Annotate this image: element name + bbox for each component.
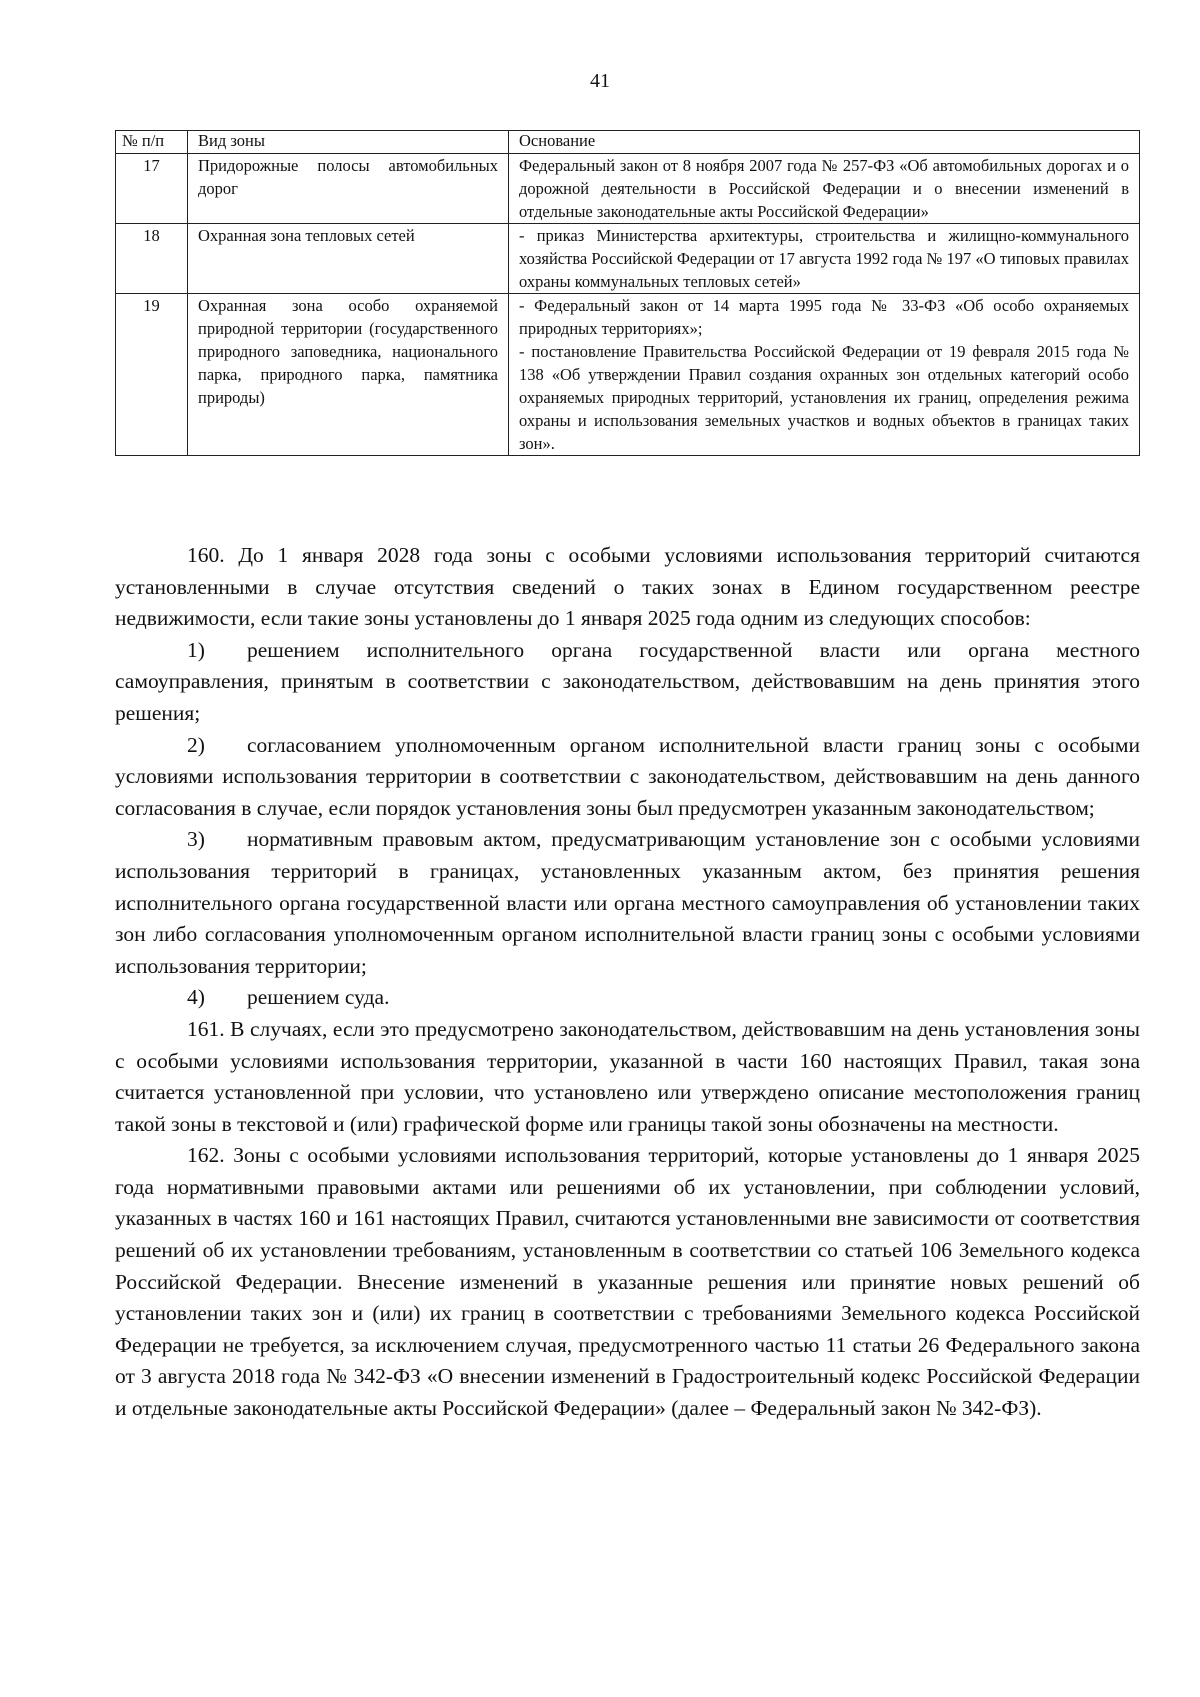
list-item-number: 3) [187, 827, 205, 852]
row-number: 17 [116, 154, 188, 224]
header-number: № п/п [116, 131, 188, 154]
basis-item: - Федеральный закон от 14 марта 1995 года № 33-ФЗ «Об особо охраняемых природных территориях»; [519, 296, 1129, 338]
list-item-number: 2) [187, 732, 205, 757]
row-basis [509, 224, 1140, 294]
list-item [115, 982, 1140, 1014]
list-item-text: нормативным правовым актом, предусматривающим установление зон с особыми условиями использования территорий в границах, установленных указанным актом, без принятия решения исполнительного органа государственной власти или органа местного самоуправления об установлении таких зон либо согласования уполномоченным органом исполнительной власти границ зоны с особыми условиями использования территории; [115, 827, 1140, 978]
table-row [116, 224, 1140, 294]
body-text [115, 540, 1140, 1425]
row-zone-type: Охранная зона тепловых сетей [188, 224, 509, 294]
table-row [116, 154, 1140, 224]
list-item [115, 824, 1140, 982]
table-row [116, 294, 1140, 456]
paragraph-160: 160. До 1 января 2028 года зоны с особыми условиями использования территорий считаются установленными в случае отсутствия сведений о таких зонах в Едином государственном реестре недвижимости, если такие зоны установлены до 1 января 2025 года одним из следующих способов: [115, 543, 1140, 631]
paragraph-161: 161. В случаях, если это предусмотрено законодательством, действовавшим на день установления зоны с особыми условиями использования территории, указанной в части 160 настоящих Правил, такая зона считается установленной при условии, что установлено или утверждено описание местоположения границ такой зоны в текстовой и (или) графической форме или границы такой зоны обозначены на местности. [115, 1016, 1140, 1136]
table-header-row [116, 131, 1140, 154]
page-number: 41 [590, 70, 610, 92]
list-item-text: решением суда. [247, 985, 390, 1010]
list-item-number: 4) [187, 985, 205, 1010]
row-number: 18 [116, 224, 188, 294]
row-zone-type: Охранная зона особо охраняемой природной территории (государственного природного заповедника, национального парка, природного парка, памятника природы) [188, 294, 509, 456]
basis-item: - постановление Правительства Российской Федерации от 19 февраля 2015 года № 138 «Об утверждении Правил создания охранных зон отдельных категорий особо охраняемых природных территорий, установления их границ, определения режима охраны и использования земельных участков и водных объектов в границах таких зон». [519, 342, 1129, 453]
list-item-text: согласованием уполномоченным органом исполнительной власти границ зоны с особыми условиями использования территории в соответствии с законодательством, действовавшим на день данного согласования в случае, если порядок установления зоны был предусмотрен указанным законодательством; [115, 732, 1140, 820]
list-item-number: 1) [187, 637, 205, 662]
paragraph-162: 162. Зоны с особыми условиями использования территорий, которые установлены до 1 января 2025 года нормативными правовыми актами или решениями об их установлении, при соблюдении условий, указанных в частях 160 и 161 настоящих Правил, считаются установленными вне зависимости от соответствия решений об их установлении требованиям, установленным в соответствии со статьей 106 Земельного кодекса Российской Федерации. Внесение изменений в указанные решения или принятие новых решений об установлении таких зон и (или) их границ в соответствии с требованиями Земельного кодекса Российской Федерации не требуется, за исключением случая, предусмотренного частью 11 статьи 26 Федерального закона от 3 августа 2018 года № 342-ФЗ «О внесении изменений в Градостроительный кодекс Российской Федерации и отдельные законодательные акты Российской Федерации» (далее – Федеральный закон № 342-ФЗ). [115, 1143, 1140, 1421]
basis-item: - приказ Министерства архитектуры, строительства и жилищно-коммунального хозяйства Российской Федерации от 17 августа 1992 года № 197 «О типовых правилах охраны коммунальных тепловых сетей» [519, 226, 1129, 291]
list-item [115, 635, 1140, 730]
list-item [115, 730, 1140, 825]
row-number: 19 [116, 294, 188, 456]
zones-table [115, 130, 1140, 456]
row-basis [509, 294, 1140, 456]
header-basis: Основание [509, 131, 1140, 154]
basis-item: Федеральный закон от 8 ноября 2007 года № 257-ФЗ «Об автомобильных дорогах и о дорожной деятельности в Российской Федерации и о внесении изменений в отдельные законодательные акты Российской Федерации» [519, 156, 1129, 221]
list-item-text: решением исполнительного органа государственной власти или органа местного самоуправления, принятым в соответствии с законодательством, действовавшим на день принятия этого решения; [115, 637, 1140, 725]
row-zone-type: Придорожные полосы автомобильных дорог [188, 154, 509, 224]
header-zone-type: Вид зоны [188, 131, 509, 154]
row-basis [509, 154, 1140, 224]
